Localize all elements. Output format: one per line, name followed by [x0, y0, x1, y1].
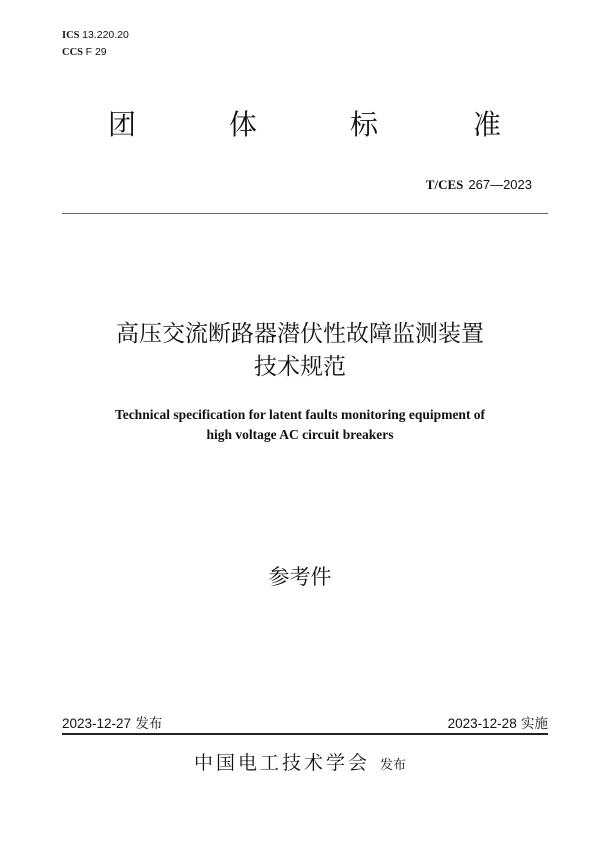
- ics-value: 13.220.20: [82, 29, 129, 41]
- standard-type-heading: [0, 108, 600, 142]
- ccs-value: F 29: [85, 46, 107, 58]
- ics-code: [62, 27, 129, 44]
- classification-codes: [62, 27, 129, 61]
- issue-date-value: 2023-12-27: [62, 716, 132, 731]
- ics-label: ICS: [62, 30, 80, 41]
- implementation-date-value: 2023-12-28: [447, 716, 517, 731]
- ccs-label: CCS: [62, 47, 84, 58]
- standard-type-char: 标: [349, 108, 378, 141]
- reference-copy-label: 参考件: [268, 565, 332, 589]
- english-title: [0, 405, 600, 445]
- standard-type-char: 准: [472, 108, 501, 141]
- bottom-divider: [62, 733, 548, 735]
- chinese-title-line2: 技术规范: [254, 354, 346, 380]
- standard-number: [426, 176, 532, 195]
- issue-date: [62, 715, 162, 733]
- standard-code: T/CES: [425, 177, 464, 192]
- standard-num: 267—2023: [468, 177, 532, 192]
- implementation-date: [448, 715, 548, 733]
- publisher: [0, 750, 600, 779]
- implementation-date-label: 实施: [521, 716, 548, 732]
- chinese-title-line1: 高压交流断路器潜伏性故障监测装置: [116, 321, 484, 347]
- top-divider: [62, 213, 548, 214]
- standard-type-char: 体: [228, 108, 257, 141]
- english-title-line1: Technical specification for latent faults monitoring equipment of: [114, 407, 486, 422]
- english-title-line2: high voltage AC circuit breakers: [206, 427, 394, 442]
- ccs-code: [62, 44, 129, 61]
- publisher-action: 发布: [380, 758, 407, 773]
- issue-date-label: 发布: [135, 716, 163, 732]
- standard-type-char: 团: [107, 108, 136, 141]
- publisher-organization: 中国电工技术学会: [193, 752, 370, 774]
- chinese-title: [0, 318, 600, 384]
